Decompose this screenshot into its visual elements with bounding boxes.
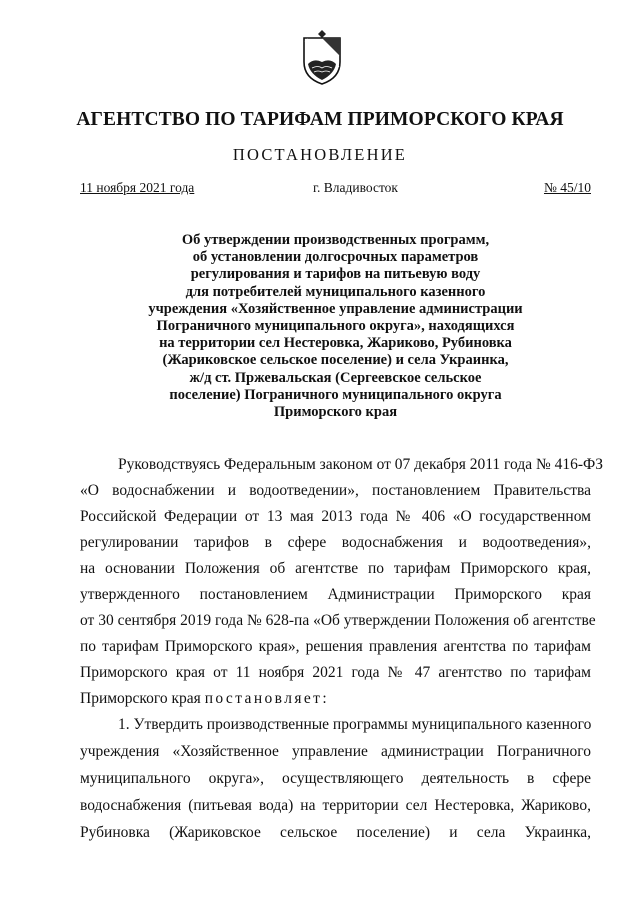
subject-line: учреждения «Хозяйственное управление администрации (148, 300, 523, 317)
paragraph-line: «О водоснабжении и водоотведении», постановлением Правительства (80, 482, 591, 499)
document-meta-row (80, 180, 591, 198)
subject-line: для потребителей муниципального казенного (185, 283, 486, 300)
last-line-text: Приморского края (80, 690, 205, 707)
paragraph-line: Рубиновка (Жариковское сельское поселение) и села Украинка, (80, 824, 591, 841)
paragraph-line: водоснабжения (питьевая вода) на территории сел Нестеровка, Жариково, (80, 797, 591, 814)
paragraph-line: Руководствуясь Федеральным законом от 07 декабря 2011 года № 416-ФЗ (118, 456, 604, 473)
subject-line: Приморского края (273, 404, 398, 421)
coat-of-arms-icon (300, 28, 344, 86)
paragraph-line: 1. Утвердить производственные программы муниципального казенного (118, 716, 592, 733)
paragraph-line: по тарифам Приморского края», решения правления агентства по тарифам (80, 638, 591, 655)
document-city: г. Владивосток (313, 180, 398, 195)
paragraph-line: регулировании тарифов в сфере водоснабжения и водоотведения», (80, 534, 591, 551)
paragraph-line: учреждения «Хозяйственное управление администрации Пограничного (80, 743, 591, 760)
paragraph-line: Российской Федерации от 13 мая 2013 года № 406 «О государственном (80, 508, 591, 525)
document-number: № 45/10 (543, 180, 591, 195)
paragraph-line: от 30 сентября 2019 года № 628-па «Об утверждении Положения об агентстве (80, 612, 596, 629)
document-type-heading: ПОСТАНОВЛЕНИЕ (232, 145, 408, 164)
agency-title: АГЕНТСТВО ПО ТАРИФАМ ПРИМОРСКОГО КРАЯ (76, 109, 564, 130)
subject-line: об установлении долгосрочных параметров (192, 249, 479, 266)
subject-line: Пограничного муниципального округа», находящихся (156, 318, 515, 335)
subject-line: Об утверждении производственных программ, (181, 232, 490, 248)
resolution-word: постановляет: (204, 690, 330, 707)
subject-line: поселение) Пограничного муниципального округа (169, 386, 502, 403)
subject-line: на территории сел Нестеровка, Жариково, Рубиновка (159, 335, 512, 352)
paragraph-last-line (80, 690, 591, 710)
document-date: 11 ноября 2021 года (80, 180, 195, 195)
subject-line: регулирования и тарифов на питьевую воду (190, 266, 481, 283)
subject-line: ж/д ст. Пржевальская (Сергеевское сельское (189, 369, 482, 386)
paragraph-line: утвержденного постановлением Администрации Приморского края (80, 586, 591, 603)
paragraph-line: на основании Положения об агентстве по тарифам Приморского края, (80, 560, 591, 577)
subject-line: (Жариковское сельское поселение) и села Украинка, (162, 352, 509, 369)
paragraph-line: Приморского края от 11 ноября 2021 года № 47 агентство по тарифам (80, 664, 591, 681)
paragraph-line: муниципального округа», осуществляющего деятельность в сфере (80, 770, 591, 787)
document-subject (80, 232, 591, 421)
